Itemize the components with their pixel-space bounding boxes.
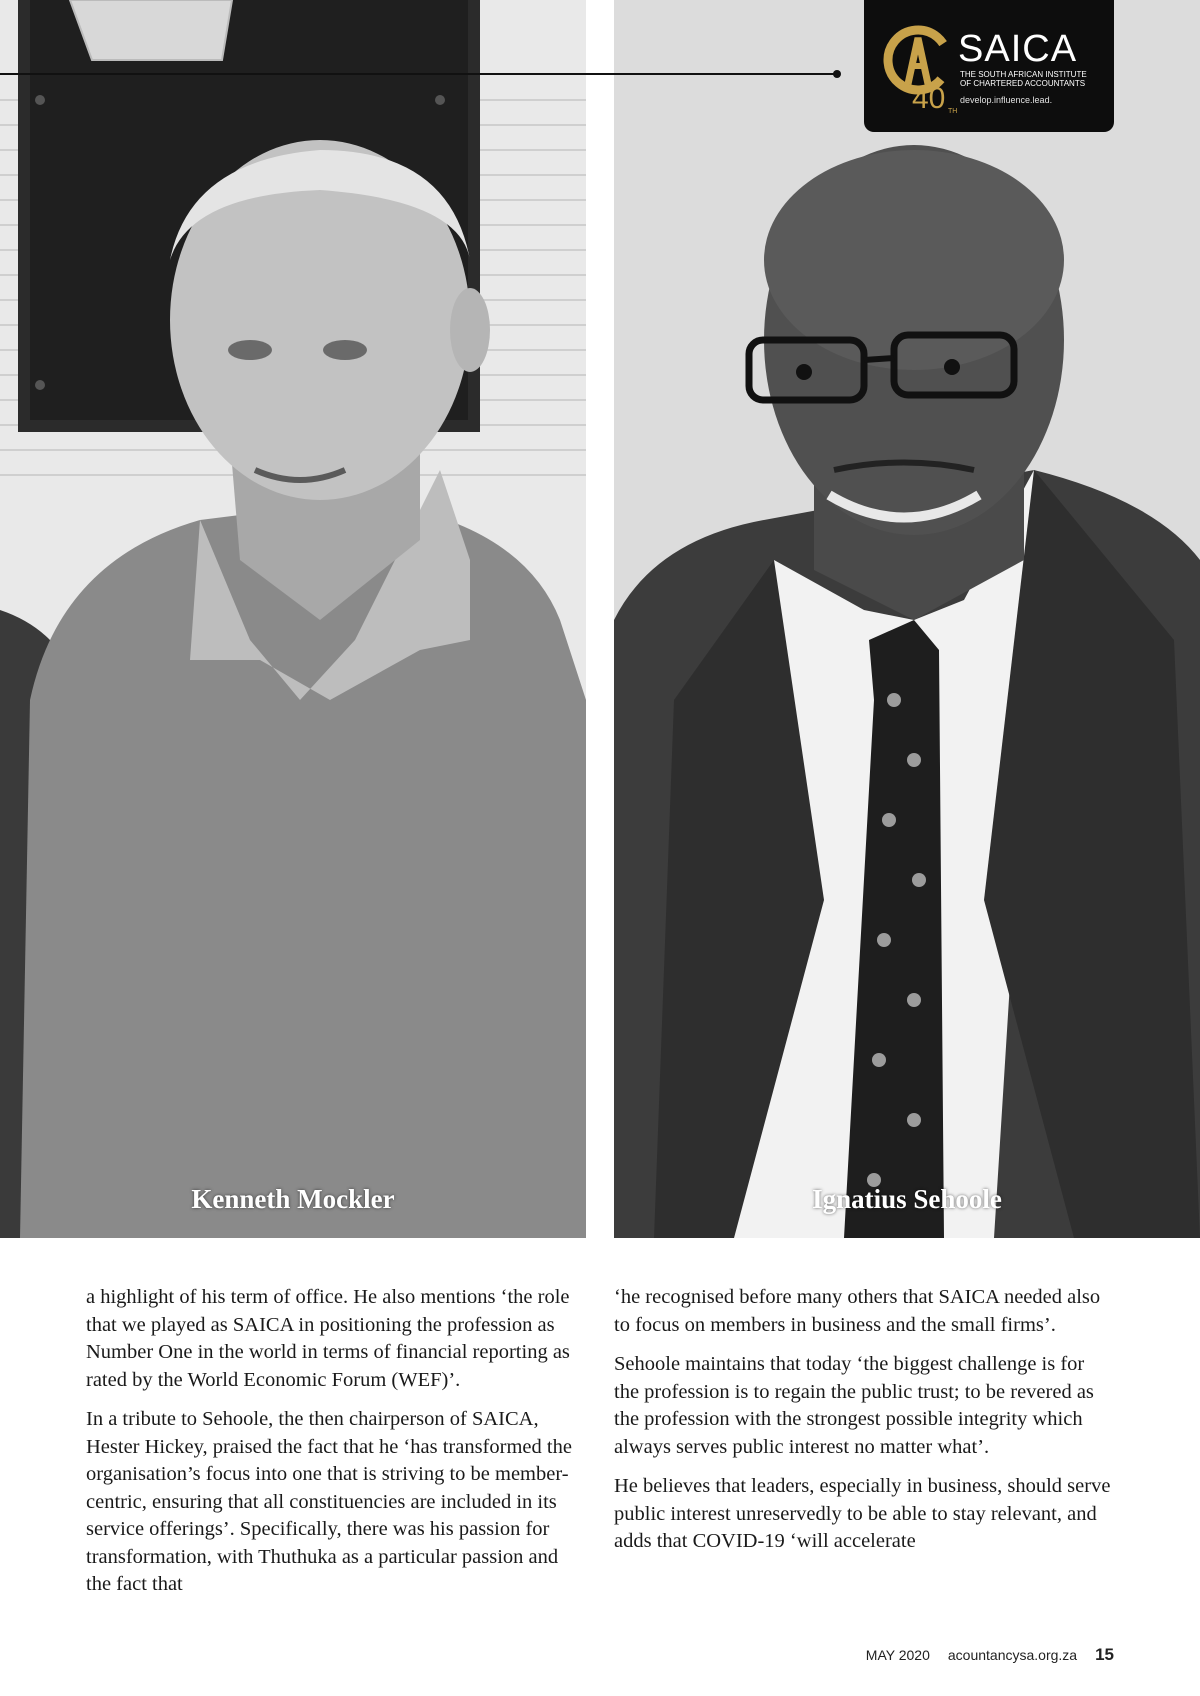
logo-subtitle-line-2: OF CHARTERED ACCOUNTANTS	[960, 79, 1086, 88]
logo-anniversary-suffix: TH	[948, 108, 958, 115]
paragraph: In a tribute to Sehoole, the then chairperson of SAICA, Hester Hickey, praised the fact that he ‘has transformed the organisation’s focus into one that is striving to be member-centric, ensuring that all constituencies are included in its service offerings’. Specifically, there was his passion for transformation, with Thuthuka as a particular passion and the fact that	[86, 1408, 572, 1595]
logo-subtitle	[960, 70, 1110, 88]
photo-caption-kenneth-mockler: Kenneth Mockler	[191, 1184, 395, 1214]
photo-kenneth-mockler	[0, 0, 586, 1238]
paragraph: a highlight of his term of office. He also mentions ‘the role that we played as SAICA in positioning the profession as Number One in the world in terms of financial reporting as rated by the World Economic Forum (WEF)’.	[86, 1286, 570, 1391]
photo-ignatius-sehoole	[614, 0, 1200, 1238]
page-footer	[866, 1645, 1114, 1665]
paragraph: He believes that leaders, especially in business, should serve public interest unreservedly to be able to stay relevant, and adds that COVID-19 ‘will accelerate	[614, 1475, 1111, 1552]
body-column-right	[614, 1284, 1114, 1568]
logo-anniversary-number: 40	[912, 82, 946, 115]
header-rule	[0, 73, 836, 75]
paragraph: Sehoole maintains that today ‘the biggest challenge is for the profession is to regain the public trust; to be revered as the profession with the strongest possible integrity which always serves public interest no matter what’.	[614, 1353, 1094, 1458]
footer-issue: MAY 2020	[865, 1647, 930, 1663]
paragraph: ‘he recognised before many others that SAICA needed also to focus on members in business and the small firms’.	[614, 1286, 1101, 1336]
footer-site: acountancysa.org.za	[947, 1647, 1078, 1663]
photo-caption-ignatius-sehoole: Ignatius Sehoole	[812, 1184, 1002, 1214]
logo-name: SAICA	[958, 28, 1078, 70]
page-number: 15	[1095, 1645, 1114, 1664]
saica-logo	[864, 0, 1114, 132]
header-rule-dot	[833, 70, 841, 78]
logo-subtitle-line-1: THE SOUTH AFRICAN INSTITUTE	[960, 70, 1087, 79]
body-column-left	[86, 1284, 586, 1611]
logo-tagline: develop.influence.lead.	[960, 95, 1053, 105]
